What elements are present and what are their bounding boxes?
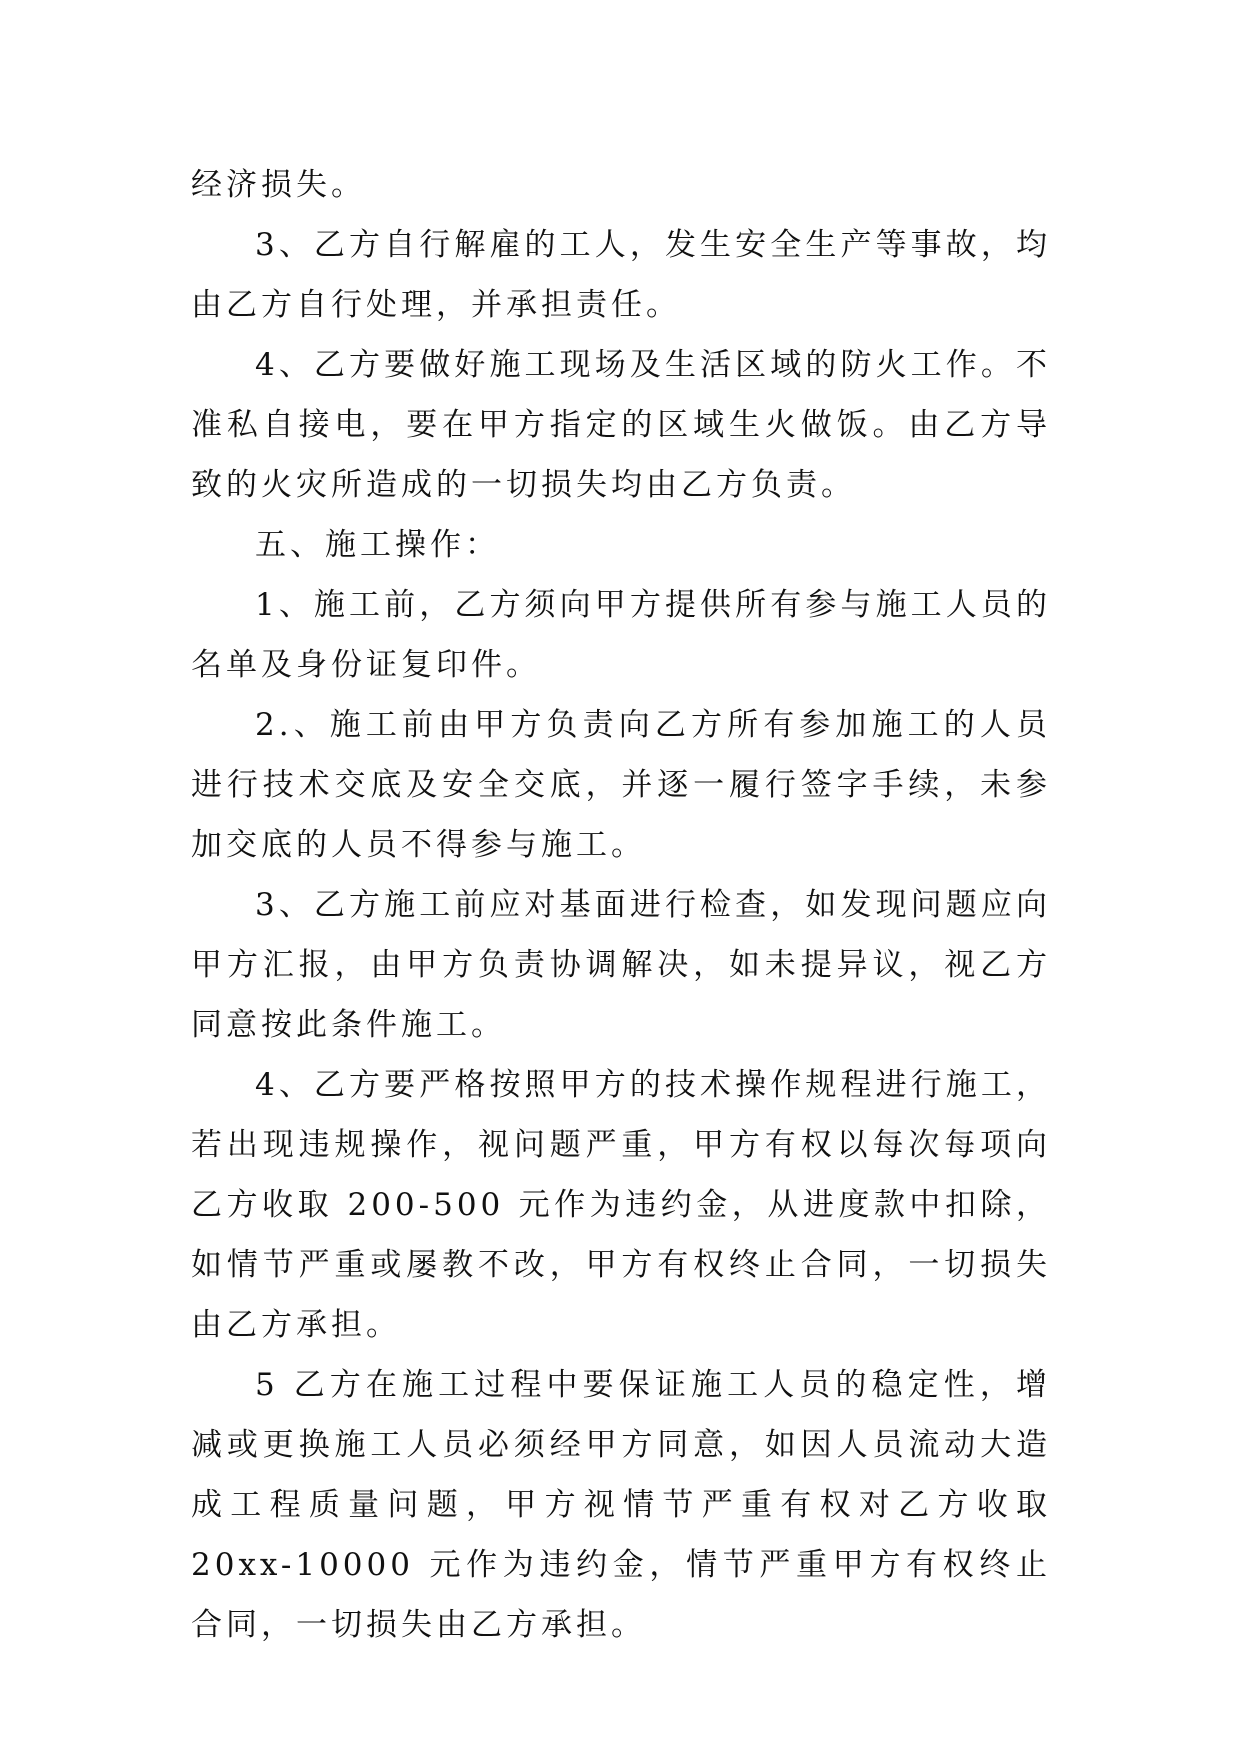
paragraph-7: 3、乙方施工前应对基面进行检查，如发现问题应向甲方汇报，由甲方负责协调解决，如未提异议，视乙方同意按此条件施工。 (191, 887, 1051, 1043)
paragraph-2: 3、乙方自行解雇的工人，发生安全生产等事故，均由乙方自行处理，并承担责任。 (191, 227, 1051, 323)
paragraph-8: 4、乙方要严格按照甲方的技术操作规程进行施工，若出现违规操作，视问题严重，甲方有权以每次每项向乙方收取 200-500 元作为违约金，从进度款中扣除，如情节严重或屡教不改，甲方有权终止合同，一切损失由乙方承担。 (191, 1067, 1051, 1343)
paragraph-3: 4、乙方要做好施工现场及生活区域的防火工作。不准私自接电，要在甲方指定的区域生火做饭。由乙方导致的火灾所造成的一切损失均由乙方负责。 (191, 347, 1051, 503)
document-body (191, 155, 1051, 1655)
paragraph-1: 经济损失。 (191, 167, 366, 203)
paragraph-9: 5 乙方在施工过程中要保证施工人员的稳定性，增减或更换施工人员必须经甲方同意，如因人员流动大造成工程质量问题，甲方视情节严重有权对乙方收取 20xx-10000 元作为违约金，情节严重甲方有权终止合同，一切损失由乙方承担。 (191, 1367, 1051, 1643)
paragraph-6: 2.、施工前由甲方负责向乙方所有参加施工的人员进行技术交底及安全交底，并逐一履行签字手续，未参加交底的人员不得参与施工。 (191, 707, 1051, 863)
section-heading: 五、施工操作： (255, 527, 500, 563)
paragraph-5: 1、施工前，乙方须向甲方提供所有参与施工人员的名单及身份证复印件。 (191, 587, 1051, 683)
